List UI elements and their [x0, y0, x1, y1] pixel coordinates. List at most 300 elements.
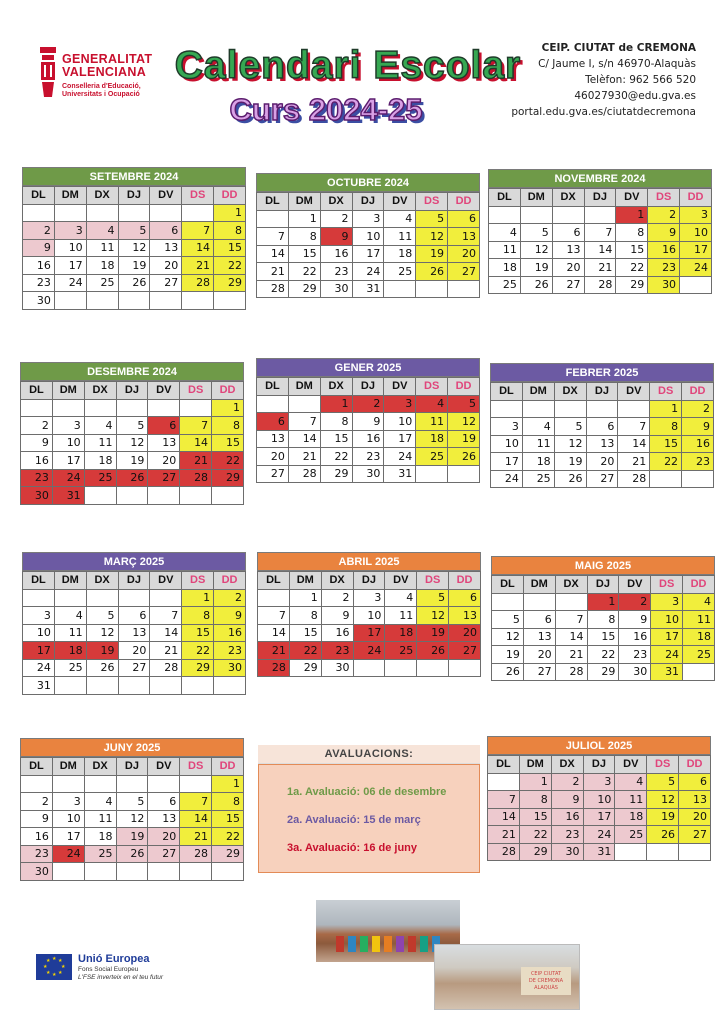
evaluations-list	[258, 764, 480, 873]
day-cell: 15	[214, 239, 246, 257]
day-cell: 13	[448, 228, 480, 246]
week-row	[23, 222, 246, 240]
empty-day-cell	[148, 487, 180, 505]
day-cell: 11	[84, 810, 116, 828]
day-cell: 27	[449, 642, 481, 660]
weekday-header: DL	[488, 756, 520, 774]
week-row	[21, 417, 244, 435]
day-cell: 4	[86, 222, 118, 240]
day-cell: 30	[321, 659, 353, 677]
day-cell: 19	[416, 245, 448, 263]
day-cell: 2	[682, 400, 714, 418]
day-cell: 21	[288, 448, 320, 466]
empty-day-cell	[416, 465, 448, 483]
weekday-header: DV	[384, 193, 416, 211]
week-row	[257, 280, 480, 298]
day-cell: 14	[555, 628, 587, 646]
empty-day-cell	[448, 280, 480, 298]
empty-day-cell	[489, 206, 521, 224]
day-cell: 16	[320, 245, 352, 263]
month-calendar-setembre	[22, 167, 246, 310]
day-cell: 6	[150, 222, 182, 240]
day-cell: 27	[679, 826, 711, 844]
day-cell: 9	[21, 810, 53, 828]
day-cell: 18	[522, 453, 554, 471]
weekday-header: DJ	[584, 189, 616, 207]
weekday-header: DM	[54, 187, 86, 205]
empty-day-cell	[491, 400, 523, 418]
day-cell: 2	[320, 210, 352, 228]
empty-day-cell	[118, 677, 150, 695]
day-cell: 25	[84, 845, 116, 863]
empty-day-cell	[586, 400, 618, 418]
day-cell: 1	[212, 399, 244, 417]
eu-flag-icon: ★ ★ ★ ★ ★ ★ ★ ★	[36, 954, 72, 980]
day-cell: 30	[23, 292, 55, 310]
day-cell: 11	[683, 611, 715, 629]
day-cell: 30	[320, 280, 352, 298]
weekday-header: DM	[519, 756, 551, 774]
month-calendar-abril	[257, 552, 481, 677]
day-cell: 28	[618, 470, 650, 488]
day-cell: 14	[618, 435, 650, 453]
weekday-header: DX	[84, 382, 116, 400]
day-cell: 19	[116, 452, 148, 470]
day-cell: 18	[683, 628, 715, 646]
day-cell: 30	[619, 663, 651, 681]
week-row	[492, 646, 715, 664]
day-cell: 13	[523, 628, 555, 646]
day-cell: 29	[182, 659, 214, 677]
weekday-header: DX	[552, 189, 584, 207]
day-cell: 1	[182, 589, 214, 607]
weekday-header: DL	[21, 758, 53, 776]
day-cell: 16	[551, 808, 583, 826]
day-cell: 7	[618, 418, 650, 436]
month-grid	[488, 188, 712, 294]
day-cell: 12	[118, 239, 150, 257]
week-row	[21, 863, 244, 881]
eu-fund: Fons Social Europeu	[78, 966, 139, 973]
day-cell: 8	[587, 611, 619, 629]
day-cell: 8	[519, 791, 551, 809]
empty-day-cell	[647, 843, 679, 861]
day-cell: 11	[54, 624, 86, 642]
day-cell: 31	[352, 280, 384, 298]
week-row	[488, 773, 711, 791]
day-cell: 5	[448, 395, 480, 413]
empty-day-cell	[116, 863, 148, 881]
week-row	[257, 465, 480, 483]
day-cell: 30	[551, 843, 583, 861]
empty-day-cell	[148, 399, 180, 417]
weekday-header: DD	[679, 756, 711, 774]
month-calendar-febrer	[490, 363, 714, 488]
sign-line-2: DE CREMONA	[528, 978, 564, 984]
day-cell: 15	[519, 808, 551, 826]
day-cell: 30	[214, 659, 246, 677]
day-cell: 27	[118, 659, 150, 677]
day-cell: 30	[21, 487, 53, 505]
day-cell: 24	[680, 259, 712, 277]
day-cell: 24	[52, 845, 84, 863]
day-cell: 20	[449, 624, 481, 642]
day-cell: 8	[288, 228, 320, 246]
weekday-header: DV	[619, 576, 651, 594]
day-cell: 7	[258, 607, 290, 625]
day-cell: 19	[417, 624, 449, 642]
weekday-header: DV	[618, 383, 650, 401]
weekday-header: DM	[520, 189, 552, 207]
day-cell: 5	[492, 611, 524, 629]
day-cell: 7	[555, 611, 587, 629]
day-cell: 10	[680, 224, 712, 242]
day-cell: 11	[86, 239, 118, 257]
empty-day-cell	[118, 204, 150, 222]
weekday-header: DL	[23, 187, 55, 205]
day-cell: 3	[353, 589, 385, 607]
weekday-header-row	[257, 378, 480, 396]
evaluation-1: 1a. Avaluació: 06 de desembre	[287, 786, 447, 798]
day-cell: 27	[586, 470, 618, 488]
day-cell: 3	[52, 417, 84, 435]
day-cell: 22	[320, 448, 352, 466]
day-cell: 23	[648, 259, 680, 277]
day-cell: 22	[650, 453, 682, 471]
weekday-header: DM	[54, 572, 86, 590]
day-cell: 15	[616, 241, 648, 259]
day-cell: 3	[384, 395, 416, 413]
empty-day-cell	[21, 775, 53, 793]
weekday-header: DJ	[118, 572, 150, 590]
day-cell: 28	[555, 663, 587, 681]
weekday-header: DS	[416, 378, 448, 396]
day-cell: 29	[214, 274, 246, 292]
week-row	[21, 469, 244, 487]
empty-day-cell	[258, 589, 290, 607]
day-cell: 9	[352, 413, 384, 431]
generalitat-text: GENERALITAT	[62, 52, 153, 66]
day-cell: 25	[384, 263, 416, 281]
weekday-header: DM	[288, 378, 320, 396]
month-calendar-juliol	[487, 736, 711, 861]
week-row	[21, 487, 244, 505]
weekday-header: DV	[148, 382, 180, 400]
empty-day-cell	[552, 206, 584, 224]
weekday-header: DD	[214, 187, 246, 205]
weekday-header-row	[492, 576, 715, 594]
day-cell: 26	[448, 448, 480, 466]
day-cell: 17	[384, 430, 416, 448]
day-cell: 1	[650, 400, 682, 418]
day-cell: 17	[651, 628, 683, 646]
weekday-header-row	[488, 756, 711, 774]
day-cell: 25	[615, 826, 647, 844]
day-cell: 2	[352, 395, 384, 413]
day-cell: 21	[180, 452, 212, 470]
day-cell: 6	[586, 418, 618, 436]
day-cell: 2	[648, 206, 680, 224]
weekday-header: DX	[86, 572, 118, 590]
day-cell: 18	[615, 808, 647, 826]
weekday-header: DM	[523, 576, 555, 594]
day-cell: 12	[86, 624, 118, 642]
day-cell: 10	[52, 810, 84, 828]
day-cell: 27	[150, 274, 182, 292]
empty-day-cell	[150, 204, 182, 222]
day-cell: 9	[551, 791, 583, 809]
day-cell: 20	[679, 808, 711, 826]
empty-day-cell	[257, 395, 289, 413]
weekday-header: DL	[489, 189, 521, 207]
empty-day-cell	[84, 863, 116, 881]
month-title: OCTUBRE 2024	[256, 173, 480, 192]
empty-day-cell	[86, 292, 118, 310]
day-cell: 22	[212, 828, 244, 846]
day-cell: 1	[288, 210, 320, 228]
day-cell: 7	[257, 228, 289, 246]
week-row	[23, 607, 246, 625]
week-row	[492, 663, 715, 681]
day-cell: 27	[523, 663, 555, 681]
day-cell: 7	[584, 224, 616, 242]
day-cell: 23	[551, 826, 583, 844]
weekday-header: DM	[52, 758, 84, 776]
day-cell: 11	[615, 791, 647, 809]
weekday-header: DD	[212, 382, 244, 400]
day-cell: 19	[448, 430, 480, 448]
day-cell: 7	[180, 793, 212, 811]
generalitat-emblem-icon	[38, 45, 58, 101]
day-cell: 23	[352, 448, 384, 466]
empty-day-cell	[584, 206, 616, 224]
empty-day-cell	[54, 677, 86, 695]
day-cell: 23	[682, 453, 714, 471]
day-cell: 13	[679, 791, 711, 809]
weekday-header: DD	[682, 383, 714, 401]
day-cell: 11	[384, 228, 416, 246]
weekday-header: DJ	[116, 382, 148, 400]
day-cell: 3	[352, 210, 384, 228]
weekday-header: DD	[214, 572, 246, 590]
day-cell: 27	[552, 276, 584, 294]
weekday-header: DL	[257, 193, 289, 211]
day-cell: 2	[619, 593, 651, 611]
day-cell: 23	[214, 642, 246, 660]
day-cell: 20	[586, 453, 618, 471]
day-cell: 23	[21, 469, 53, 487]
month-calendar-novembre	[488, 169, 712, 294]
day-cell: 1	[519, 773, 551, 791]
weekday-header: DM	[52, 382, 84, 400]
day-cell: 21	[618, 453, 650, 471]
evaluations-box	[258, 745, 480, 872]
month-title: MAIG 2025	[491, 556, 715, 575]
day-cell: 23	[320, 263, 352, 281]
day-cell: 17	[52, 452, 84, 470]
day-cell: 28	[258, 659, 290, 677]
day-cell: 2	[23, 222, 55, 240]
weekday-header: DX	[320, 378, 352, 396]
month-calendar-maig	[491, 556, 715, 681]
weekday-header: DX	[551, 756, 583, 774]
day-cell: 3	[583, 773, 615, 791]
day-cell: 22	[519, 826, 551, 844]
weekday-header: DJ	[116, 758, 148, 776]
empty-day-cell	[650, 470, 682, 488]
day-cell: 24	[384, 448, 416, 466]
day-cell: 29	[289, 659, 321, 677]
day-cell: 23	[321, 642, 353, 660]
weekday-header: DL	[257, 378, 289, 396]
day-cell: 4	[615, 773, 647, 791]
empty-day-cell	[448, 465, 480, 483]
day-cell: 6	[679, 773, 711, 791]
day-cell: 24	[491, 470, 523, 488]
day-cell: 26	[416, 263, 448, 281]
day-cell: 22	[182, 642, 214, 660]
day-cell: 13	[148, 434, 180, 452]
week-row	[489, 206, 712, 224]
day-cell: 17	[491, 453, 523, 471]
day-cell: 25	[683, 646, 715, 664]
month-title: JULIOL 2025	[487, 736, 711, 755]
day-cell: 29	[519, 843, 551, 861]
day-cell: 12	[417, 607, 449, 625]
week-row	[492, 593, 715, 611]
school-email[interactable]: 46027930@edu.gva.es	[574, 90, 696, 102]
day-cell: 16	[21, 452, 53, 470]
week-row	[491, 418, 714, 436]
day-cell: 2	[21, 793, 53, 811]
empty-day-cell	[212, 487, 244, 505]
week-row	[23, 589, 246, 607]
day-cell: 2	[214, 589, 246, 607]
day-cell: 24	[353, 642, 385, 660]
empty-day-cell	[54, 204, 86, 222]
week-row	[491, 400, 714, 418]
week-row	[257, 395, 480, 413]
day-cell: 18	[86, 257, 118, 275]
month-title: GENER 2025	[256, 358, 480, 377]
day-cell: 16	[619, 628, 651, 646]
empty-day-cell	[116, 775, 148, 793]
day-cell: 10	[491, 435, 523, 453]
weekday-header: DS	[648, 189, 680, 207]
empty-day-cell	[555, 593, 587, 611]
week-row	[23, 239, 246, 257]
day-cell: 10	[54, 239, 86, 257]
day-cell: 26	[492, 663, 524, 681]
day-cell: 1	[320, 395, 352, 413]
day-cell: 20	[552, 259, 584, 277]
week-row	[257, 263, 480, 281]
week-row	[21, 845, 244, 863]
month-title: NOVEMBRE 2024	[488, 169, 712, 188]
day-cell: 25	[86, 274, 118, 292]
evaluation-2: 2a. Avaluació: 15 de març	[287, 814, 421, 826]
empty-day-cell	[180, 863, 212, 881]
school-photo-entrance	[434, 944, 580, 1010]
day-cell: 8	[214, 222, 246, 240]
empty-day-cell	[214, 677, 246, 695]
day-cell: 27	[148, 469, 180, 487]
month-grid	[490, 382, 714, 488]
day-cell: 29	[616, 276, 648, 294]
week-row	[21, 452, 244, 470]
day-cell: 24	[583, 826, 615, 844]
day-cell: 29	[587, 663, 619, 681]
empty-day-cell	[150, 292, 182, 310]
evaluation-3: 3a. Avaluació: 16 de juny	[287, 842, 418, 854]
day-cell: 6	[552, 224, 584, 242]
week-row	[257, 245, 480, 263]
empty-day-cell	[522, 400, 554, 418]
day-cell: 10	[353, 607, 385, 625]
school-web[interactable]: portal.edu.gva.es/ciutatdecremona	[511, 106, 696, 118]
day-cell: 18	[54, 642, 86, 660]
day-cell: 8	[616, 224, 648, 242]
eu-motto: L'FSE inverteix en el teu futur	[78, 974, 164, 981]
day-cell: 10	[23, 624, 55, 642]
conselleria-text-2: Universitats i Ocupació	[62, 91, 140, 98]
day-cell: 12	[554, 435, 586, 453]
day-cell: 29	[320, 465, 352, 483]
empty-day-cell	[148, 775, 180, 793]
day-cell: 10	[583, 791, 615, 809]
day-cell: 21	[182, 257, 214, 275]
weekday-header: DJ	[586, 383, 618, 401]
evaluations-title: AVALUACIONS:	[258, 745, 480, 764]
day-cell: 22	[616, 259, 648, 277]
day-cell: 19	[118, 257, 150, 275]
week-row	[257, 430, 480, 448]
empty-day-cell	[679, 843, 711, 861]
school-address: C/ Jaume I, s/n 46970-Alaquàs	[538, 58, 696, 70]
day-cell: 12	[416, 228, 448, 246]
weekday-header: DX	[84, 758, 116, 776]
day-cell: 21	[555, 646, 587, 664]
day-cell: 28	[182, 274, 214, 292]
week-row	[489, 224, 712, 242]
day-cell: 28	[288, 465, 320, 483]
day-cell: 12	[647, 791, 679, 809]
day-cell: 5	[554, 418, 586, 436]
day-cell: 26	[116, 845, 148, 863]
week-row	[23, 257, 246, 275]
day-cell: 12	[492, 628, 524, 646]
month-grid	[20, 381, 244, 505]
day-cell: 27	[257, 465, 289, 483]
weekday-header: DD	[448, 378, 480, 396]
day-cell: 21	[258, 642, 290, 660]
empty-day-cell	[385, 659, 417, 677]
day-cell: 6	[118, 607, 150, 625]
week-row	[21, 828, 244, 846]
day-cell: 15	[320, 430, 352, 448]
day-cell: 15	[587, 628, 619, 646]
empty-day-cell	[21, 399, 53, 417]
month-calendar-juny	[20, 738, 244, 881]
empty-day-cell	[84, 487, 116, 505]
day-cell: 9	[619, 611, 651, 629]
empty-day-cell	[116, 399, 148, 417]
month-grid	[257, 571, 481, 677]
day-cell: 24	[352, 263, 384, 281]
day-cell: 25	[416, 448, 448, 466]
day-cell: 3	[680, 206, 712, 224]
day-cell: 14	[258, 624, 290, 642]
